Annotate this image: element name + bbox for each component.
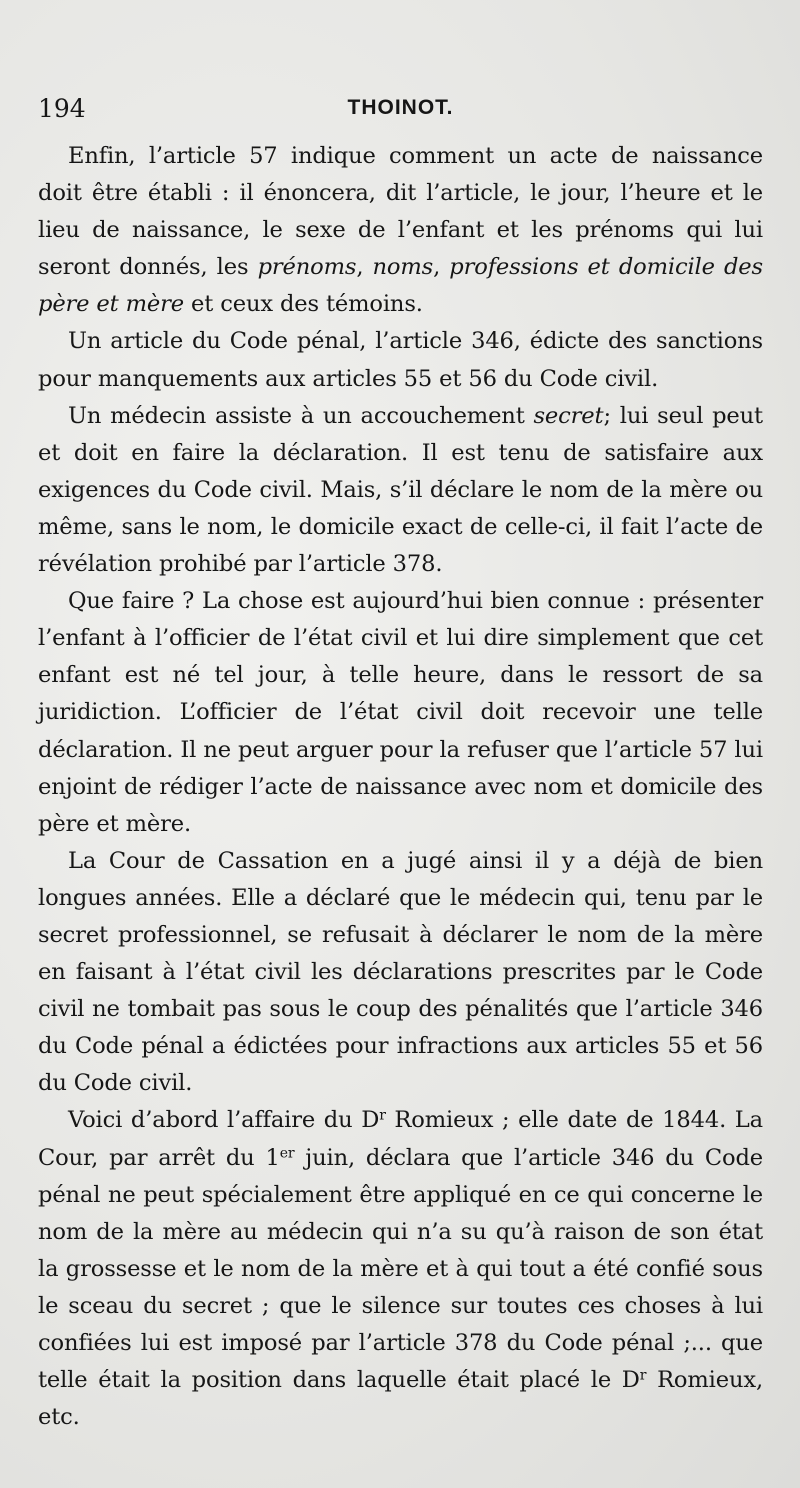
page-header <box>38 88 763 138</box>
book-page <box>38 88 763 1436</box>
paragraph <box>38 1102 763 1436</box>
superscript: r <box>379 1107 386 1124</box>
paragraph <box>38 398 763 583</box>
text-run: Romieux ; elle date de 1844. La Cour, par arrêt du 1 <box>38 1107 763 1171</box>
text-run: Un article du Code pénal, l’article 346, édicte des sanctions pour manquements aux articles 55 et 56 du Code civil. <box>38 328 763 392</box>
italic-text: prénoms <box>257 254 357 281</box>
text-run: juin, déclara que l’article 346 du Code pénal ne peut spécialement être appliqué en ce qui concerne le nom de la mère au médecin qui n’a su qu’à raison de son état la grossesse et le nom de la mère et à qui tout a été confié sous le sceau du secret ; que le silence sur toutes ces choses à lui confiées lui est imposé par l’article 378 du Code pénal ;... que telle était la position dans laquelle était placé le D <box>38 1144 763 1394</box>
page-number: 194 <box>38 94 86 123</box>
running-head: THOINOT. <box>347 96 454 119</box>
text-run: , <box>433 254 450 281</box>
text-run: La Cour de Cassation en a jugé ainsi il y a déjà de bien longues années. Elle a déclaré que le médecin qui, tenu par le secret professionnel, se refusait à déclarer le nom de la mère en faisant à l’état civil les déclarations prescrites par le Code civil ne tombait pas sous le coup des pénalités que l’article 346 du Code pénal a édictées pour infractions aux articles 55 et 56 du Code civil. <box>38 847 763 1097</box>
text-run: Enfin, l’article 57 indique comment un acte de naissance doit être établi : il énoncera, dit l’article, le jour, l’heure et le lieu de naissance, le sexe de l’enfant et les prénoms qui lui seront donnés, les <box>38 143 763 281</box>
paragraph <box>38 138 763 323</box>
text-run: Un médecin assiste à un accouchement <box>68 402 534 429</box>
paragraph <box>38 583 763 843</box>
text-run: Voici d’abord l’affaire du D <box>68 1107 380 1134</box>
paragraph <box>38 323 763 397</box>
text-run: Que faire ? La chose est aujourd’hui bien connue : présenter l’enfant à l’officier de l’état civil et lui dire simplement que cet enfant est né tel jour, à telle heure, dans le ressort de sa juridiction. L’officier de l’état civil doit recevoir une telle déclaration. Il ne peut arguer pour la refuser que l’article 57 lui enjoint de rédiger l’acte de naissance avec nom et domicile des père et mère. <box>38 588 763 837</box>
superscript: r <box>639 1367 647 1384</box>
italic-text: secret <box>533 402 604 429</box>
italic-text: professions et domicile des père et mère <box>38 254 763 318</box>
italic-text: noms <box>372 254 434 281</box>
text-run: ; lui seul peut et doit en faire la déclaration. Il est tenu de satisfaire aux exigences du Code civil. Mais, s’il déclare le nom de la mère ou même, sans le nom, le domicile exact de celle-ci, il fait l’acte de révélation prohibé par l’article 378. <box>38 402 763 578</box>
superscript: er <box>279 1144 295 1161</box>
body-text <box>38 138 763 1436</box>
text-run: Romieux, etc. <box>38 1367 763 1431</box>
text-run: , <box>356 254 373 281</box>
text-run: et ceux des témoins. <box>184 291 423 318</box>
paragraph <box>38 843 763 1103</box>
